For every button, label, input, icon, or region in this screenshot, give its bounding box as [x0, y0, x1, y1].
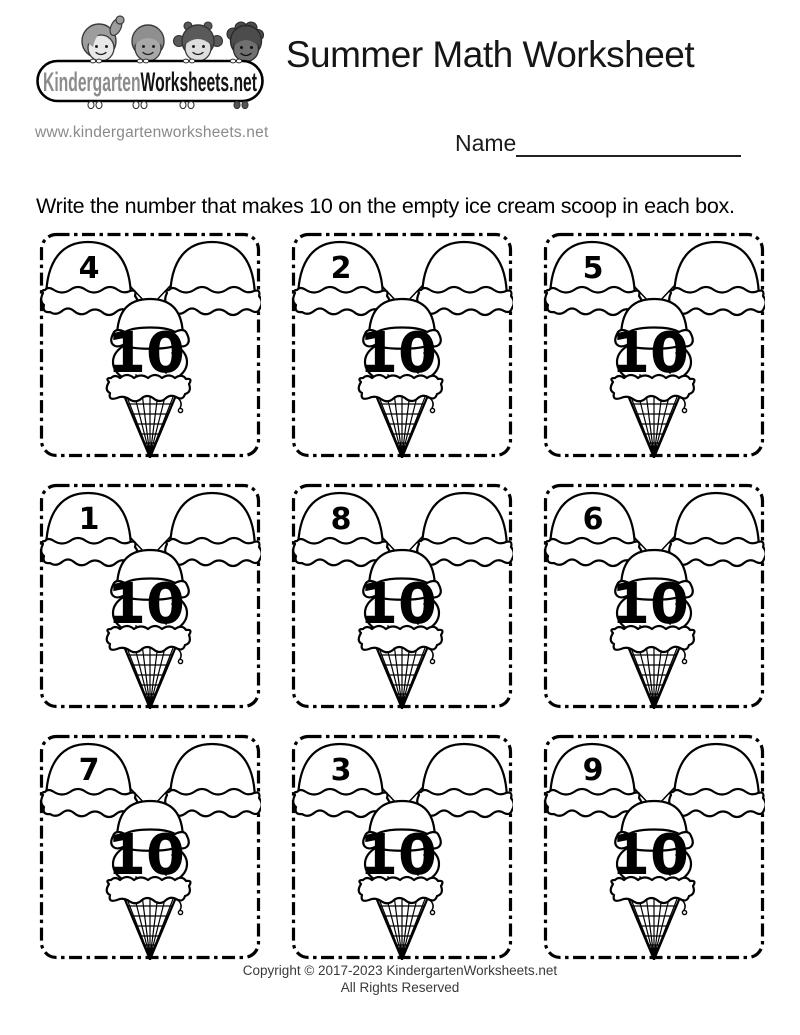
- problem-box: [291, 734, 513, 960]
- rights-line: All Rights Reserved: [340, 980, 460, 995]
- problem-box: [39, 483, 261, 709]
- target-number-text: 10: [359, 572, 437, 637]
- name-label: Name: [455, 130, 517, 156]
- target-number-text: 10: [611, 572, 689, 637]
- answer-scoop-icon[interactable]: [417, 744, 513, 817]
- problem-box: [39, 232, 261, 458]
- answer-scoop-icon[interactable]: [417, 242, 513, 315]
- scoop-number-text: 8: [330, 502, 352, 537]
- scoop-number-text: 6: [582, 502, 604, 537]
- scoop-number-text: 9: [582, 753, 604, 788]
- problem-box: [543, 483, 765, 709]
- answer-scoop-icon[interactable]: [669, 493, 765, 566]
- problem-box: [39, 734, 261, 960]
- copyright-line: Copyright © 2017-2023 KindergartenWorksheets.net: [242, 963, 558, 978]
- logo-url: www.kindergartenworksheets.net: [35, 124, 269, 141]
- name-field: [455, 129, 741, 157]
- logo-kid-girl1-icon: [82, 16, 124, 61]
- target-number-text: 10: [359, 823, 437, 888]
- logo-kid-boy2-icon: [227, 22, 264, 62]
- answer-scoop-icon[interactable]: [417, 493, 513, 566]
- answer-scoop-icon[interactable]: [669, 744, 765, 817]
- problem-box: [543, 232, 765, 458]
- target-number-text: 10: [107, 823, 185, 888]
- worksheet-grid: [39, 232, 765, 960]
- logo-feet-icon: [88, 101, 248, 108]
- answer-scoop-icon[interactable]: [165, 493, 261, 566]
- target-number-text: 10: [107, 572, 185, 637]
- name-input-line[interactable]: [516, 129, 741, 157]
- target-number-text: 10: [611, 823, 689, 888]
- scoop-number-text: 5: [582, 251, 604, 286]
- problem-box: [291, 483, 513, 709]
- problem-box: [291, 232, 513, 458]
- kindergartenworksheets-logo-icon: [35, 1, 265, 113]
- target-number-text: 10: [359, 321, 437, 386]
- scoop-number-text: 7: [78, 753, 100, 788]
- target-number-text: 10: [107, 321, 185, 386]
- answer-scoop-icon[interactable]: [165, 242, 261, 315]
- problem-box: [543, 734, 765, 960]
- logo-banner-text: KindergartenWorkshe: [43, 67, 255, 97]
- target-number-text: 10: [611, 321, 689, 386]
- scoop-number-text: 1: [78, 502, 100, 537]
- logo-kid-boy1-icon: [132, 25, 164, 61]
- scoop-number-text: 4: [78, 251, 100, 286]
- logo: [35, 1, 269, 142]
- page-title: Summer Math Worksheet: [285, 34, 695, 75]
- instruction-text: Write the number that makes 10 on the empty ice cream scoop in each box.: [36, 194, 735, 218]
- logo-kid-girl2-icon: [174, 22, 223, 61]
- answer-scoop-icon[interactable]: [669, 242, 765, 315]
- answer-scoop-icon[interactable]: [165, 744, 261, 817]
- footer: [0, 962, 800, 996]
- scoop-number-text: 2: [330, 251, 352, 286]
- scoop-number-text: 3: [330, 753, 352, 788]
